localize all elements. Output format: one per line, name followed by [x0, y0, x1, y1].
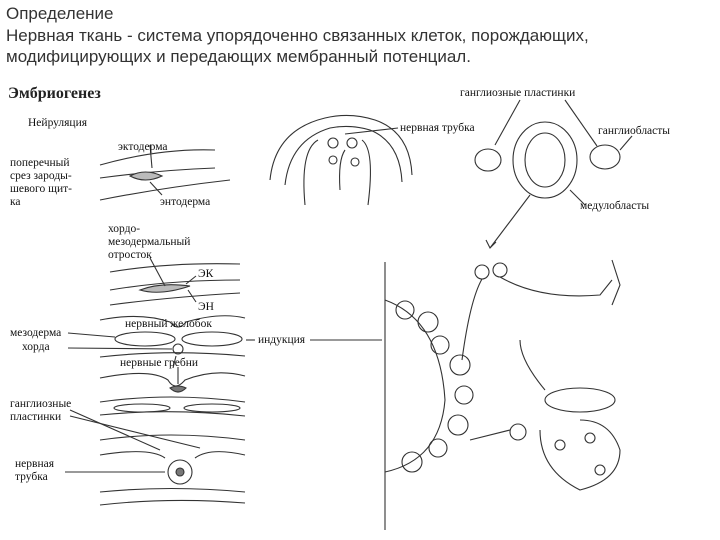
- chordomesodermal-label-2: мезодермальный: [108, 236, 191, 248]
- chordomesodermal-label-1: хордо-: [108, 223, 141, 235]
- ganglion-plate-formation: [475, 100, 632, 248]
- medulloblasts-label: медулобласты: [580, 200, 650, 212]
- ek-label: ЭК: [198, 268, 214, 280]
- neural-groove-label: нервный желобок: [125, 318, 212, 330]
- definition-line-1: Нервная ткань - система упорядоченно связанных клеток, порождающих,: [6, 26, 589, 45]
- neural-crest-stage: [100, 367, 245, 416]
- neurulation-label: Нейруляция: [28, 117, 88, 129]
- neural-tube-stage: [65, 410, 245, 505]
- ganglioblasts-label: ганглиобласты: [598, 125, 671, 137]
- neural-tube-detail: [385, 260, 620, 490]
- cross-section-label-2: срез зароды-: [10, 170, 72, 182]
- ectoderm-label: эктодерма: [118, 141, 168, 153]
- ganglion-plates-left-label-2: пластинки: [10, 411, 62, 423]
- cross-section-label-1: поперечный: [10, 157, 70, 169]
- cross-section-label-4: ка: [10, 196, 21, 208]
- chordomesodermal-label-3: отросток: [108, 249, 152, 261]
- entoderm-label: энтодерма: [160, 196, 211, 208]
- definition-line-2: модифицирующих и передающих мембранный потенциал.: [6, 47, 471, 66]
- neural-tube-left-label-2: трубка: [15, 471, 48, 483]
- neural-tube-formation: [270, 115, 412, 205]
- mesoderm-label: мезодерма: [10, 327, 62, 339]
- cross-section-stage-2: [110, 258, 240, 305]
- ganglion-plates-left-label-1: ганглиозные: [10, 398, 72, 410]
- cross-section-stage-1: [100, 145, 230, 200]
- ganglion-plates-top-label: ганглиозные пластинки: [460, 87, 576, 99]
- section-title: Эмбриогенез: [8, 85, 101, 102]
- page-title: Определение: [6, 4, 114, 23]
- neural-tube-top-label: нервная трубка: [400, 122, 475, 134]
- neural-crests-label: нервные гребни: [120, 357, 199, 369]
- cross-section-label-3: шевого щит-: [10, 183, 72, 195]
- induction-label: индукция: [258, 334, 306, 346]
- en-label: ЭН: [198, 301, 214, 313]
- neural-tube-left-label-1: нервная: [15, 458, 54, 470]
- chord-label: хорда: [22, 341, 50, 353]
